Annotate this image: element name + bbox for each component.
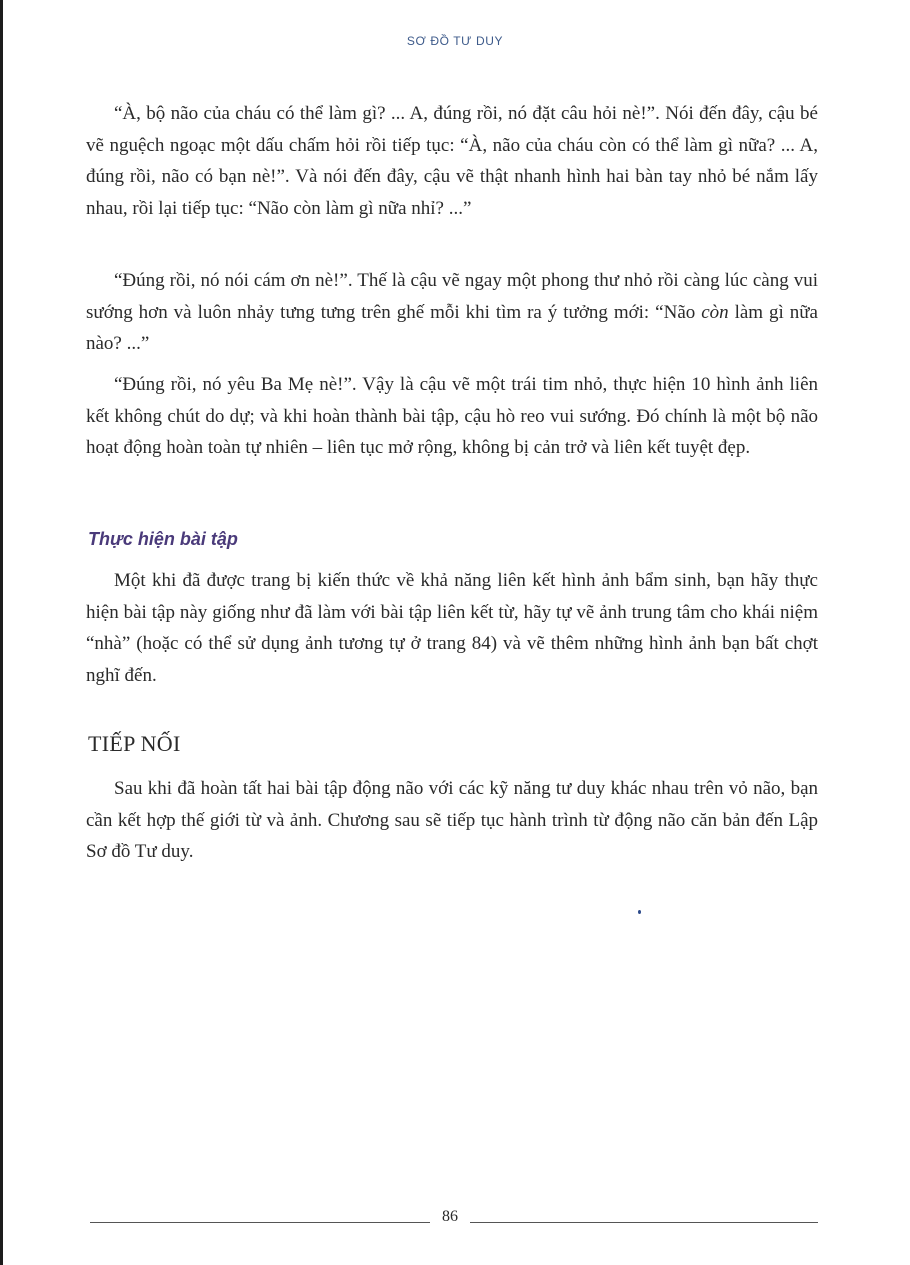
paragraph-2-text-end: làm gì nữa nào? ...” [86, 301, 818, 354]
paragraph-4: Một khi đã được trang bị kiến thức về khả năng liên kết hình ảnh bẩm sinh, bạn hãy thực hiện bài tập này giống như đã làm với bài tập liên kết từ, hãy tự vẽ ảnh trung tâm cho khái niệm “nhà” (hoặc có thể sử dụng ảnh tương tự ở trang 84) và vẽ thêm những hình ảnh bạn bất chợt nghĩ đến. [86, 570, 818, 686]
ink-dot [638, 910, 641, 914]
paragraph-1: “À, bộ não của cháu có thể làm gì? ... A, đúng rồi, nó đặt câu hỏi nè!”. Nói đến đây, cậu bé vẽ nguệch ngoạc một dấu chấm hỏi rồi tiếp tục: “À, não của cháu còn có thể làm gì nữa? ... A, đúng rồi, não có bạn nè!”. Và nói đến đây, cậu vẽ thật nhanh hình hai bàn tay nhỏ bé nắm lấy nhau, rồi lại tiếp tục: “Não còn làm gì nữa nhỉ? ...” [86, 103, 818, 219]
footer-rule-left [90, 1222, 430, 1223]
paragraph-3: “Đúng rồi, nó yêu Ba Mẹ nè!”. Vậy là cậu vẽ một trái tim nhỏ, thực hiện 10 hình ảnh liên kết không chút do dự; và khi hoàn thành bài tập, cậu hò reo vui sướng. Đó chính là một bộ não hoạt động hoàn toàn tự nhiên – liên tục mở rộng, không bị cản trở và liên kết tuyệt đẹp. [86, 374, 818, 458]
paragraph-5: Sau khi đã hoàn tất hai bài tập động não với các kỹ năng tư duy khác nhau trên vỏ não, bạn cần kết hợp thế giới từ và ảnh. Chương sau sẽ tiếp tục hành trình từ động não căn bản đến Lập Sơ đồ Tư duy. [86, 778, 818, 862]
page-number: 86 [442, 1208, 458, 1225]
paragraph-2 [86, 265, 818, 360]
section-heading: TIẾP NỐI [88, 731, 181, 756]
page-edge [0, 0, 3, 1265]
footer-rule-right [470, 1222, 818, 1223]
paragraph-2-emphasis: còn [701, 301, 729, 323]
paragraph-2-text-start: “Đúng rồi, nó nói cám ơn nè!”. Thế là cậu vẽ ngay một phong thư nhỏ rồi càng lúc càng vui sướng hơn và luôn nhảy tưng tưng trên ghế mỗi khi tìm ra ý tưởng mới: “Não [86, 270, 818, 323]
running-header: SƠ ĐỒ TƯ DUY [406, 34, 504, 48]
subheading-exercise: Thực hiện bài tập [88, 529, 238, 549]
